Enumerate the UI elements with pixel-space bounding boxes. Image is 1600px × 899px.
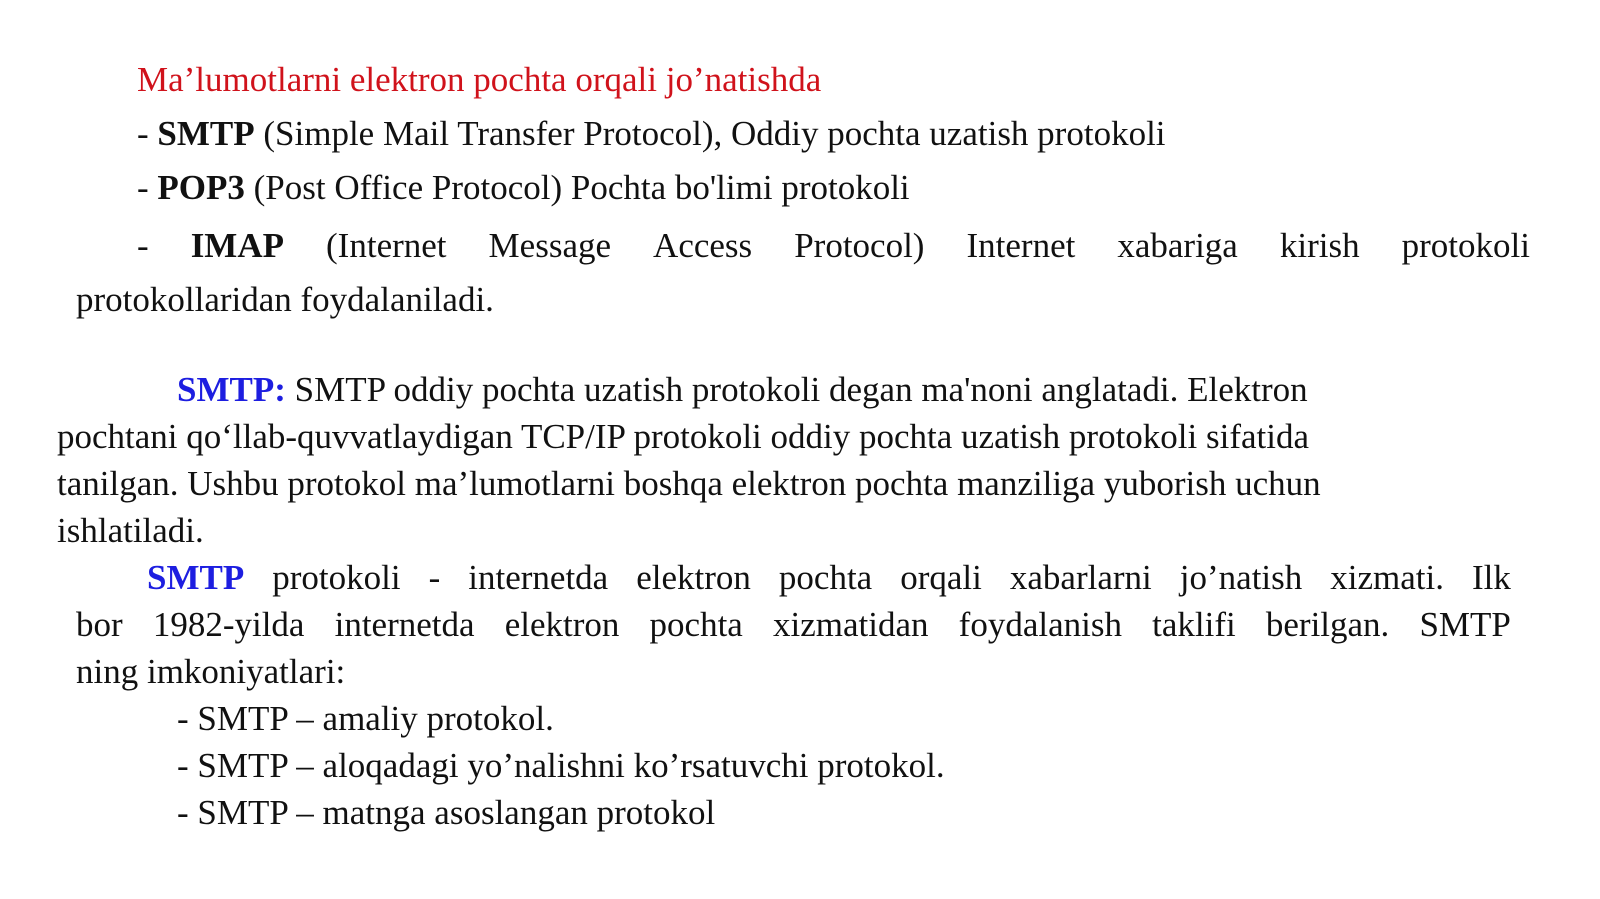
history-word: elektron — [504, 605, 620, 644]
imap-word: - — [137, 226, 149, 265]
history-word: - — [428, 558, 441, 597]
history-word: berilgan. — [1265, 605, 1390, 644]
smtp-history-line2 — [76, 601, 1511, 648]
dash: - — [137, 114, 158, 153]
pop3-term: POP3 — [157, 168, 245, 207]
intro-imap-continuation: protokollaridan foydalaniladi. — [76, 280, 494, 319]
history-word: foydalanish — [958, 605, 1122, 644]
capability-item: - SMTP – amaliy protokol. — [177, 699, 554, 738]
smtp-paragraph-line3: tanilgan. Ushbu protokol ma’lumotlarni boshqa elektron pochta manziliga yuborish uchun — [57, 464, 1321, 503]
history-word: jo’natish — [1179, 558, 1303, 597]
history-word: orqali — [900, 558, 982, 597]
pop3-description: (Post Office Protocol) Pochta bo'limi protokoli — [244, 168, 910, 207]
smtp-paragraph-line2: pochtani qo‘llab-quvvatlaydigan TCP/IP protokoli oddiy pochta uzatish protokoli sifatida — [57, 417, 1310, 456]
intro-imap-line — [137, 222, 1530, 269]
intro-pop3-line — [137, 164, 910, 211]
smtp-description: (Simple Mail Transfer Protocol), Oddiy pochta uzatish protokoli — [254, 114, 1166, 153]
history-word: bor — [76, 605, 123, 644]
smtp-paragraph-line1 — [177, 366, 1308, 413]
intro-heading: Ma’lumotlarni elektron pochta orqali jo’natishda — [137, 60, 822, 99]
smtp-paragraph-line4: ishlatiladi. — [57, 511, 204, 550]
capability-item: - SMTP – aloqadagi yo’nalishni ko’rsatuvchi protokol. — [177, 746, 945, 785]
history-word: internetda — [468, 558, 609, 597]
imap-word: Protocol) — [794, 226, 925, 265]
history-word: internetda — [334, 605, 475, 644]
smtp-paragraph-text: SMTP oddiy pochta uzatish protokoli degan ma'noni anglatadi. Elektron — [285, 370, 1308, 409]
imap-word: Access — [653, 226, 753, 265]
smtp-label: SMTP: — [177, 370, 286, 409]
imap-word: protokoli — [1401, 226, 1530, 265]
history-word: SMTP — [1419, 605, 1511, 644]
imap-word: Internet — [966, 226, 1076, 265]
imap-word: Message — [488, 226, 612, 265]
dash: - — [137, 168, 158, 207]
history-word: taklifi — [1152, 605, 1236, 644]
intro-smtp-line — [137, 110, 1166, 157]
smtp-term: SMTP — [157, 114, 255, 153]
history-word: Ilk — [1472, 558, 1511, 597]
history-word: elektron — [636, 558, 751, 597]
history-word: 1982-yilda — [152, 605, 305, 644]
capability-item: - SMTP – matnga asoslangan protokol — [177, 793, 716, 832]
history-word: xizmati. — [1330, 558, 1444, 597]
history-word: pochta — [778, 558, 873, 597]
history-word: pochta — [649, 605, 743, 644]
history-word: xizmatidan — [773, 605, 929, 644]
imap-term: IMAP — [190, 226, 284, 265]
history-word: xabarlarni — [1009, 558, 1152, 597]
imap-word: xabariga — [1117, 226, 1238, 265]
smtp-history-label: SMTP — [147, 558, 245, 597]
imap-word: (Internet — [326, 226, 447, 265]
smtp-history-line3: ning imkoniyatlari: — [76, 652, 346, 691]
imap-word: kirish — [1279, 226, 1360, 265]
smtp-history-line1 — [147, 554, 1511, 601]
history-word: protokoli — [272, 558, 401, 597]
